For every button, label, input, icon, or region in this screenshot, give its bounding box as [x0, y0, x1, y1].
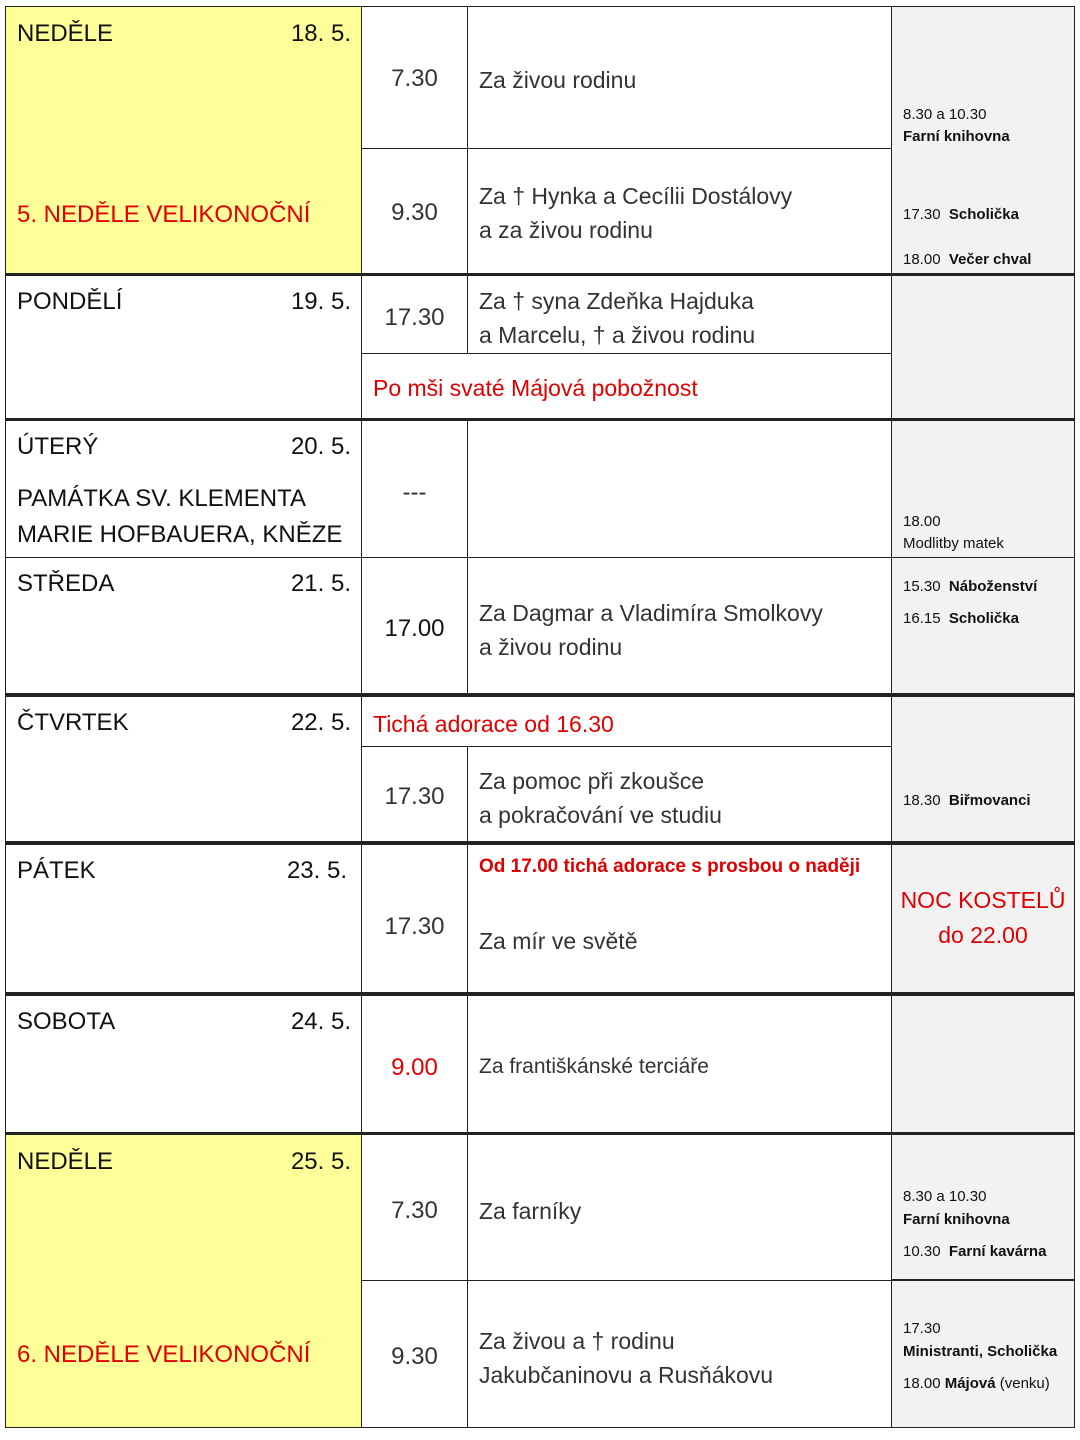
feast-line: PAMÁTKA SV. KLEMENTA: [17, 485, 306, 512]
mass-time-cell: [361, 148, 468, 275]
day-name: NEDĚLE: [17, 20, 114, 47]
mass-time-cell: [361, 557, 468, 695]
notes-divider: [891, 1279, 1075, 1281]
feast-line: MARIE HOFBAUERA, KNĚZE: [17, 521, 343, 548]
note-label: Modlitby matek: [903, 535, 1004, 552]
intention-cell: [467, 1134, 892, 1281]
intention-line: a Marcelu, † a živou rodinu: [479, 322, 756, 348]
notes-cell: [891, 557, 1075, 695]
intention-cell: [467, 6, 892, 149]
announcement-cell: [361, 353, 892, 420]
note-label: Ministranti, Scholička: [903, 1343, 1058, 1360]
intention-cell: [467, 995, 892, 1133]
mass-time: 9.30: [391, 1343, 438, 1370]
intention-line: a za živou rodinu: [479, 217, 653, 243]
mass-time-cell: [361, 844, 468, 993]
mass-time-cell: [361, 275, 468, 354]
day-date: 22. 5.: [290, 709, 351, 736]
day-cell-wednesday: [5, 557, 362, 695]
intention-cell: [467, 746, 892, 842]
note-item: 16.15 Scholička: [903, 610, 1019, 627]
pre-note: Od 17.00 tichá adorace s prosbou o naději: [479, 856, 861, 877]
intention-cell: [467, 275, 892, 354]
feast-title: 5. NEDĚLE VELIKONOČNÍ: [17, 201, 311, 228]
intention-cell: [467, 420, 892, 558]
intention-line: Jakubčaninovu a Rusňákovu: [479, 1362, 774, 1388]
mass-time: 9.30: [391, 199, 438, 226]
day-cell-friday: [5, 844, 362, 993]
intention-line: Za živou rodinu: [479, 67, 637, 93]
day-cell-tuesday: [5, 420, 362, 558]
day-cell-sunday-2: [5, 1134, 362, 1428]
intention-line: a živou rodinu: [479, 634, 623, 660]
mass-time: 17.00: [384, 615, 445, 642]
intention-cell: [467, 557, 892, 695]
day-date: 24. 5.: [290, 1008, 351, 1035]
day-name: ÚTERÝ: [17, 433, 99, 460]
mass-time: 7.30: [391, 1197, 438, 1224]
day-cell-monday: [5, 275, 362, 420]
day-date: 19. 5.: [290, 288, 351, 315]
mass-time: 9.00: [391, 1054, 438, 1081]
notes-cell: [891, 995, 1075, 1133]
note-time: 18.00: [903, 513, 941, 530]
mass-time: 7.30: [391, 65, 438, 92]
mass-time-cell: [361, 1280, 468, 1428]
note-label: Farní knihovna: [903, 128, 1010, 145]
note-item: 18.00 Májová (venku): [903, 1375, 1050, 1392]
note-item: 10.30 Farní kavárna: [903, 1243, 1047, 1260]
note-time: 8.30 a 10.30: [903, 106, 987, 123]
mass-time: 17.30: [384, 783, 445, 810]
notes-cell: [891, 696, 1075, 842]
note-item: 15.30 Náboženství: [903, 578, 1038, 595]
notes-cell: [891, 6, 1075, 275]
mass-time: 17.30: [384, 913, 445, 940]
notes-cell: [891, 844, 1075, 993]
intention-line: a pokračování ve studiu: [479, 802, 722, 828]
day-date: 18. 5.: [290, 20, 351, 47]
day-name: ČTVRTEK: [17, 709, 129, 736]
event-title: NOC KOSTELŮ: [900, 887, 1066, 913]
intention-cell: [467, 844, 892, 993]
mass-time: ---: [402, 479, 427, 506]
day-cell-thursday: [5, 696, 362, 842]
day-name: STŘEDA: [17, 570, 115, 597]
note-item: 17.30 Scholička: [903, 206, 1019, 223]
intention-line: Za živou a † rodinu: [479, 1328, 675, 1354]
event-subtitle: do 22.00: [938, 922, 1028, 948]
note-item: 18.30 Biřmovanci: [903, 792, 1031, 809]
day-date: 23. 5.: [286, 857, 347, 884]
mass-time-cell: [361, 995, 468, 1133]
intention-line: Za mír ve světě: [479, 928, 638, 954]
note-time: 17.30: [903, 1320, 941, 1337]
day-name: SOBOTA: [17, 1008, 116, 1035]
day-date: 25. 5.: [290, 1148, 351, 1175]
announcement-text: Tichá adorace od 16.30: [373, 711, 614, 737]
day-cell-sunday-1: [5, 6, 362, 275]
note-label: Farní knihovna: [903, 1211, 1010, 1228]
intention-line: Za františkánské terciáře: [479, 1055, 709, 1078]
day-date: 21. 5.: [290, 570, 351, 597]
intention-cell: [467, 1280, 892, 1428]
announcement-text: Po mši svaté Májová pobožnost: [373, 375, 698, 401]
day-cell-saturday: [5, 995, 362, 1133]
intention-line: Za pomoc při zkoušce: [479, 768, 704, 794]
feast-title: 6. NEDĚLE VELIKONOČNÍ: [17, 1341, 311, 1368]
intention-line: Za Dagmar a Vladimíra Smolkovy: [479, 600, 823, 626]
note-time: 8.30 a 10.30: [903, 1188, 987, 1205]
note-item: 18.00 Večer chval: [903, 251, 1032, 268]
day-name: PÁTEK: [17, 857, 96, 884]
intention-line: Za † syna Zdeňka Hajduka: [479, 288, 754, 314]
mass-time-cell: [361, 1134, 468, 1281]
notes-cell: [891, 1134, 1075, 1428]
mass-time-cell: [361, 6, 468, 149]
intention-cell: [467, 148, 892, 275]
intention-line: Za † Hynka a Cecílii Dostálovy: [479, 183, 793, 209]
day-date: 20. 5.: [290, 433, 351, 460]
announcement-cell: [361, 696, 892, 747]
intention-line: Za farníky: [479, 1198, 582, 1224]
notes-cell: [891, 275, 1075, 420]
mass-time: 17.30: [384, 304, 445, 331]
day-name: NEDĚLE: [17, 1148, 114, 1175]
mass-time-cell: [361, 746, 468, 842]
mass-time-cell: [361, 420, 468, 558]
notes-cell: [891, 420, 1075, 558]
day-name: PONDĚLÍ: [17, 288, 123, 315]
